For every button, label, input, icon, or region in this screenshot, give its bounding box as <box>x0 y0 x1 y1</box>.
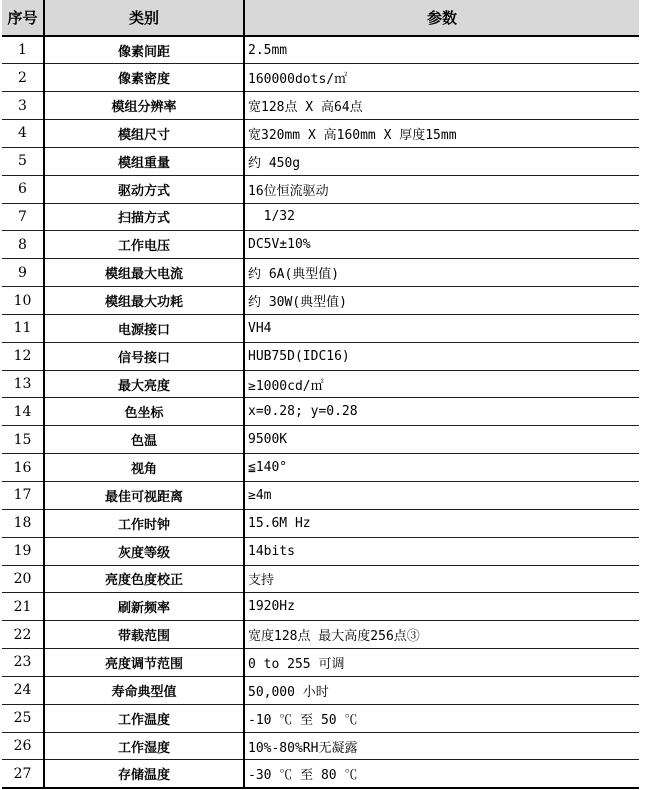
row-index-cell: 4 <box>2 120 44 148</box>
table-row <box>2 482 639 510</box>
row-index-cell: 16 <box>2 454 44 482</box>
row-parameter-cell: 14bits <box>244 537 639 565</box>
row-category-cell: 色坐标 <box>44 398 244 426</box>
row-index-cell: 1 <box>18 42 27 59</box>
row-parameter-cell: 0 to 255 可调 <box>244 649 639 677</box>
row-parameter-cell: 支持 <box>244 565 639 593</box>
row-index-cell: 7 <box>2 203 44 231</box>
row-parameter-cell: 1920Hz <box>244 593 639 621</box>
table-row <box>2 732 639 760</box>
table-row <box>2 342 639 370</box>
row-category-cell: 灰度等级 <box>44 537 244 565</box>
row-parameter-cell: HUB75D(IDC16) <box>244 342 639 370</box>
row-category-cell: 工作温度 <box>44 704 244 732</box>
row-category-cell: 像素间距 <box>44 36 244 64</box>
row-parameter-cell: 宽128点 X 高64点 <box>244 92 639 120</box>
row-category-cell: 工作电压 <box>44 231 244 259</box>
row-index-cell: 9 <box>2 259 44 287</box>
row-category-cell: 模组最大电流 <box>44 259 244 287</box>
table-row <box>2 704 639 732</box>
row-index-cell: 2 <box>2 64 44 92</box>
row-index-cell: 8 <box>2 231 44 259</box>
header-cell-parameter: 参数 <box>244 0 639 36</box>
row-parameter-cell: 1/32 <box>244 203 639 231</box>
row-index-cell: 19 <box>2 537 44 565</box>
table-row <box>2 593 639 621</box>
row-index-cell: 11 <box>2 314 44 342</box>
table-row <box>2 64 639 92</box>
table-row <box>2 287 639 315</box>
row-parameter-cell: 160000dots/㎡ <box>244 64 639 92</box>
row-parameter-cell: ≦140° <box>244 454 639 482</box>
row-index-cell: 27 <box>2 760 44 788</box>
row-category-cell: 刷新频率 <box>44 593 244 621</box>
row-category-cell: 信号接口 <box>44 342 244 370</box>
table-row <box>2 565 639 593</box>
row-index-cell: 23 <box>2 649 44 677</box>
row-category-cell: 最佳可视距离 <box>44 482 244 510</box>
row-category-cell: 电源接口 <box>44 314 244 342</box>
row-index-cell: 6 <box>2 175 44 203</box>
row-parameter-cell: ≥1000cd/㎡ <box>244 370 639 398</box>
row-category-cell: 模组分辨率 <box>44 92 244 120</box>
row-index-cell: 3 <box>2 92 44 120</box>
table-row <box>2 120 639 148</box>
table-row <box>2 147 639 175</box>
row-index-cell: 26 <box>2 732 44 760</box>
table-row <box>2 649 639 677</box>
row-index-cell: 14 <box>2 398 44 426</box>
table-row <box>2 676 639 704</box>
row-index-cell: 22 <box>2 621 44 649</box>
row-index-cell: 17 <box>2 482 44 510</box>
row-category-cell: 最大亮度 <box>44 370 244 398</box>
header-cell-category: 类别 <box>44 0 244 36</box>
table-row <box>2 259 639 287</box>
row-index-cell: 5 <box>2 147 44 175</box>
row-parameter-cell: 宽度128点 最大高度256点③ <box>244 621 639 649</box>
header-cell-index: 序号 <box>2 0 44 36</box>
table-row <box>2 398 639 426</box>
row-parameter-cell: 50,000 小时 <box>244 676 639 704</box>
row-parameter-cell: x=0.28; y=0.28 <box>244 398 639 426</box>
table-row <box>2 370 639 398</box>
row-parameter-cell: ≥4m <box>244 482 639 510</box>
row-index-cell: 12 <box>2 342 44 370</box>
row-parameter-cell: 约 6A(典型值) <box>244 259 639 287</box>
table-row <box>2 203 639 231</box>
row-index-cell: 24 <box>2 676 44 704</box>
row-parameter-cell: 15.6M Hz <box>244 509 639 537</box>
row-parameter-cell: 16位恒流驱动 <box>244 175 639 203</box>
row-category-cell: 亮度调节范围 <box>44 649 244 677</box>
row-index-cell: 10 <box>2 287 44 315</box>
table-row <box>2 509 639 537</box>
spec-table <box>2 0 639 789</box>
row-parameter-cell: -30 ℃ 至 80 ℃ <box>244 760 639 788</box>
row-parameter-cell: 约 30W(典型值) <box>244 287 639 315</box>
row-category-cell: 存储温度 <box>44 760 244 788</box>
row-index-cell: 25 <box>2 704 44 732</box>
row-parameter-cell: -10 ℃ 至 50 ℃ <box>244 704 639 732</box>
table-row <box>2 175 639 203</box>
row-parameter-cell: 2.5mm <box>244 36 639 64</box>
row-parameter-cell: 9500K <box>244 426 639 454</box>
row-index-cell: 18 <box>2 509 44 537</box>
table-row <box>2 454 639 482</box>
row-category-cell: 模组尺寸 <box>44 120 244 148</box>
table-row <box>2 314 639 342</box>
table-row <box>2 621 639 649</box>
row-category-cell: 带载范围 <box>44 621 244 649</box>
row-parameter-cell: 宽320mm X 高160mm X 厚度15mm <box>244 120 639 148</box>
header-row <box>2 0 639 36</box>
table-body <box>2 36 639 788</box>
row-category-cell: 视角 <box>44 454 244 482</box>
table-row <box>2 537 639 565</box>
row-category-cell: 驱动方式 <box>44 175 244 203</box>
table-row <box>2 426 639 454</box>
row-category-cell: 寿命典型值 <box>44 676 244 704</box>
row-category-cell: 色温 <box>44 426 244 454</box>
row-category-cell: 扫描方式 <box>44 203 244 231</box>
row-parameter-cell: DC5V±10% <box>244 231 639 259</box>
row-parameter-cell: VH4 <box>244 314 639 342</box>
row-index-cell: 20 <box>2 565 44 593</box>
row-parameter-cell: 10%-80%RH无凝露 <box>244 732 639 760</box>
row-parameter-cell: 约 450g <box>244 147 639 175</box>
row-index-cell: 21 <box>2 593 44 621</box>
row-category-cell: 亮度色度校正 <box>44 565 244 593</box>
row-category-cell: 模组最大功耗 <box>44 287 244 315</box>
table-row <box>2 36 639 64</box>
table-row <box>2 92 639 120</box>
row-index-cell: 15 <box>2 426 44 454</box>
table-row <box>2 760 639 788</box>
row-category-cell: 像素密度 <box>44 64 244 92</box>
row-category-cell: 模组重量 <box>44 147 244 175</box>
row-category-cell: 工作湿度 <box>44 732 244 760</box>
row-index-cell: 13 <box>2 370 44 398</box>
table-row <box>2 231 639 259</box>
row-category-cell: 工作时钟 <box>44 509 244 537</box>
